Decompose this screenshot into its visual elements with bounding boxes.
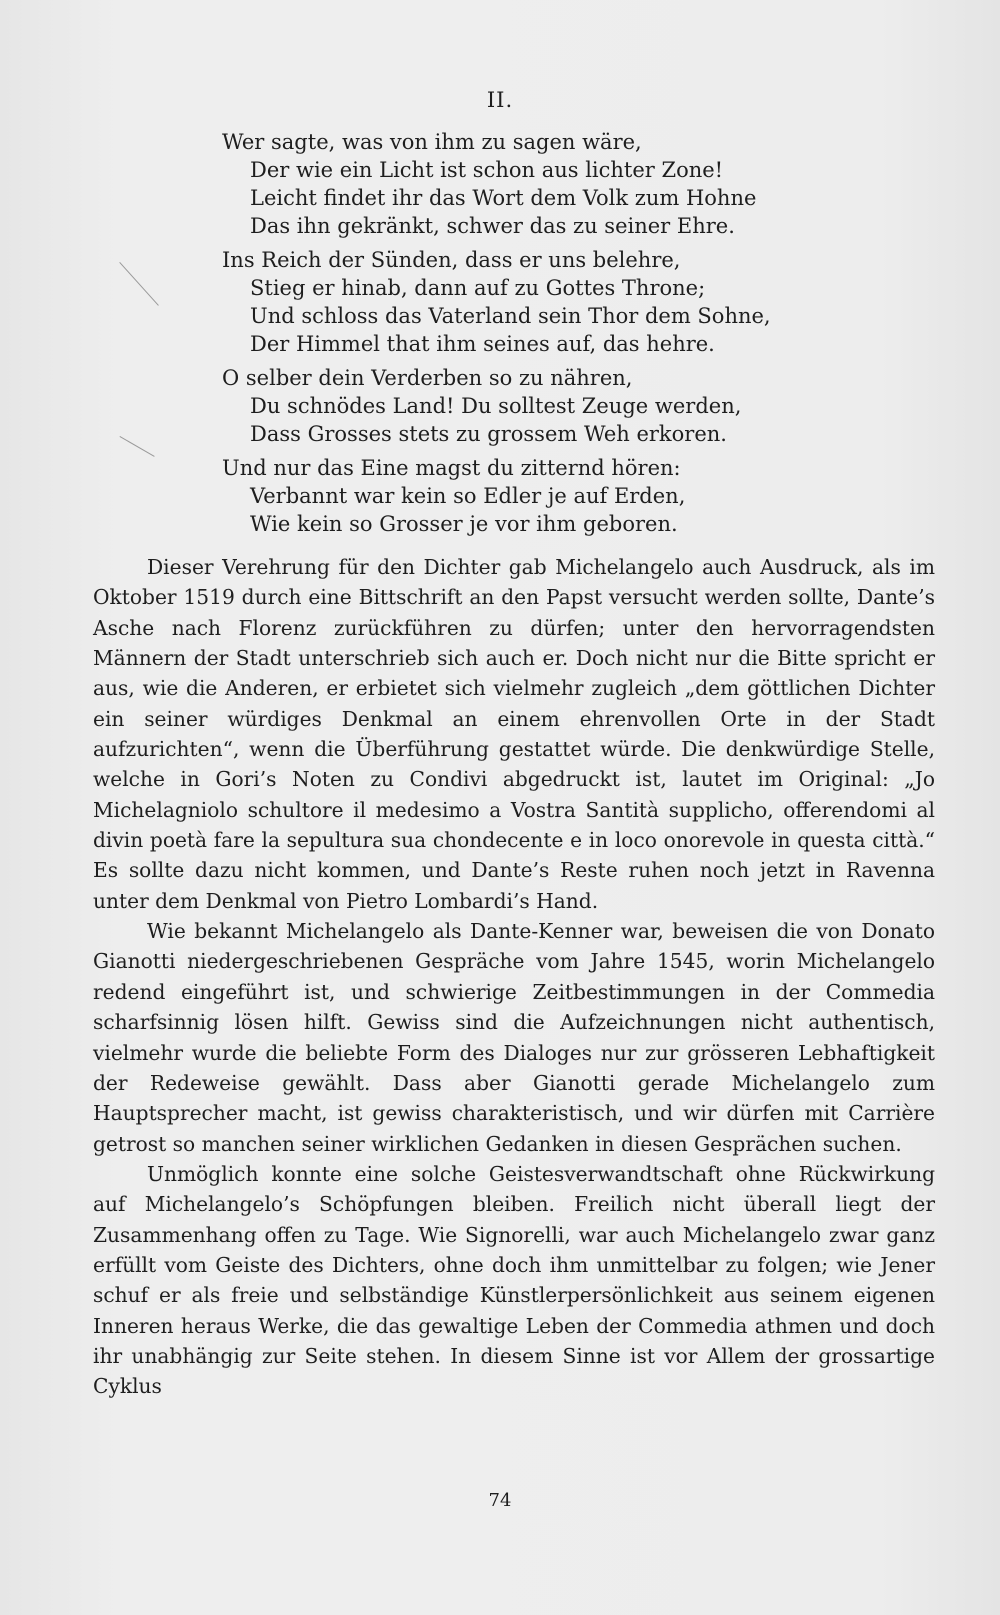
poem-line: Ins Reich der Sünden, dass er uns belehre, [222, 248, 681, 272]
poem-stanza [222, 246, 882, 358]
poem-line: Das ihn gekränkt, schwer das zu seiner Ehre. [250, 214, 735, 238]
poem-line: Und nur das Eine magst du zitternd hören: [222, 456, 681, 480]
poem-line: Du schnödes Land! Du solltest Zeuge werden, [250, 394, 742, 418]
pencil-mark-lower [120, 436, 155, 457]
sonnet [222, 128, 882, 544]
poem-line: O selber dein Verderben so zu nähren, [222, 366, 633, 390]
poem-line: Leicht findet ihr das Wort dem Volk zum Hohne [250, 186, 757, 210]
pencil-mark-upper [119, 262, 159, 306]
paragraph: Unmöglich konnte eine solche Geistesverwandtschaft ohne Rückwirkung auf Michelangelo’s Schöpfungen bleiben. Freilich nicht überall liegt der Zusammenhang offen zu Tage. Wie Signorelli, war auch Michelangelo zwar ganz erfüllt vom Geiste des Dichters, ohne doch ihm unmittelbar zu folgen; wie Jener schuf er als freie und selbständige Künstlerpersönlichkeit aus seinem eigenen Inneren heraus Werke, die das gewaltige Leben der Commedia athmen und doch ihr unabhängig zur Seite stehen. In diesem Sinne ist vor Allem der grossartige Cyklus [93, 1161, 935, 1399]
poem-stanza [222, 454, 882, 538]
poem-line: Wie kein so Grosser je vor ihm geboren. [250, 512, 678, 536]
poem-line: Verbannt war kein so Edler je auf Erden, [250, 484, 686, 508]
poem-line: Stieg er hinab, dann auf zu Gottes Throne; [250, 276, 706, 300]
section-heading: II. [486, 88, 514, 112]
paragraph: Dieser Verehrung für den Dichter gab Michelangelo auch Ausdruck, als im Oktober 1519 durch eine Bittschrift an den Papst versucht werden sollte, Dante’s Asche nach Florenz zurückführen zu dürfen; unter den hervorragendsten Männern der Stadt unterschrieb sich auch er. Doch nicht nur die Bitte spricht er aus, wie die Anderen, er erbietet sich vielmehr zugleich „dem göttlichen Dichter ein seiner würdiges Denkmal an einem ehrenvollen Orte in der Stadt aufzurichten“, wenn die Überführung gestattet würde. Die denkwürdige Stelle, welche in Gori’s Noten zu Condivi abgedruckt ist, lautet im Original: „Jo Michelagniolo schultore il medesimo a Vostra Santità supplicho, offerendomi al divin poetà fare la sepultura sua chondecente e in loco onorevole in questa città.“ Es sollte dazu nicht kommen, und Dante’s Reste ruhen noch jetzt in Ravenna unter dem Denkmal von Pietro Lombardi’s Hand. [93, 555, 935, 913]
poem-stanza [222, 364, 882, 448]
body-text [93, 552, 935, 1402]
poem-line: Wer sagte, was von ihm zu sagen wäre, [222, 130, 642, 154]
poem-line: Der wie ein Licht ist schon aus lichter Zone! [250, 158, 724, 182]
paragraph: Wie bekannt Michelangelo als Dante-Kenner war, beweisen die von Donato Gianotti niedergeschriebenen Gespräche vom Jahre 1545, worin Michelangelo redend eingeführt ist, und schwierige Zeitbestimmungen in der Commedia scharfsinnig lösen hilft. Gewiss sind die Aufzeichnungen nicht authentisch, vielmehr wurde die beliebte Form des Dialoges nur zur grösseren Lebhaftigkeit der Redeweise gewählt. Dass aber Gianotti gerade Michelangelo zum Hauptsprecher macht, ist gewiss charakteristisch, und wir dürfen mit Carrière getrost so manchen seiner wirklichen Gedanken in diesen Gesprächen suchen. [93, 919, 935, 1156]
poem-line: Und schloss das Vaterland sein Thor dem Sohne, [250, 304, 771, 328]
poem-line: Dass Grosses stets zu grossem Weh erkoren. [250, 422, 727, 446]
poem-stanza [222, 128, 882, 240]
page-number: 74 [488, 1490, 512, 1511]
poem-line: Der Himmel that ihm seines auf, das hehre. [250, 332, 715, 356]
